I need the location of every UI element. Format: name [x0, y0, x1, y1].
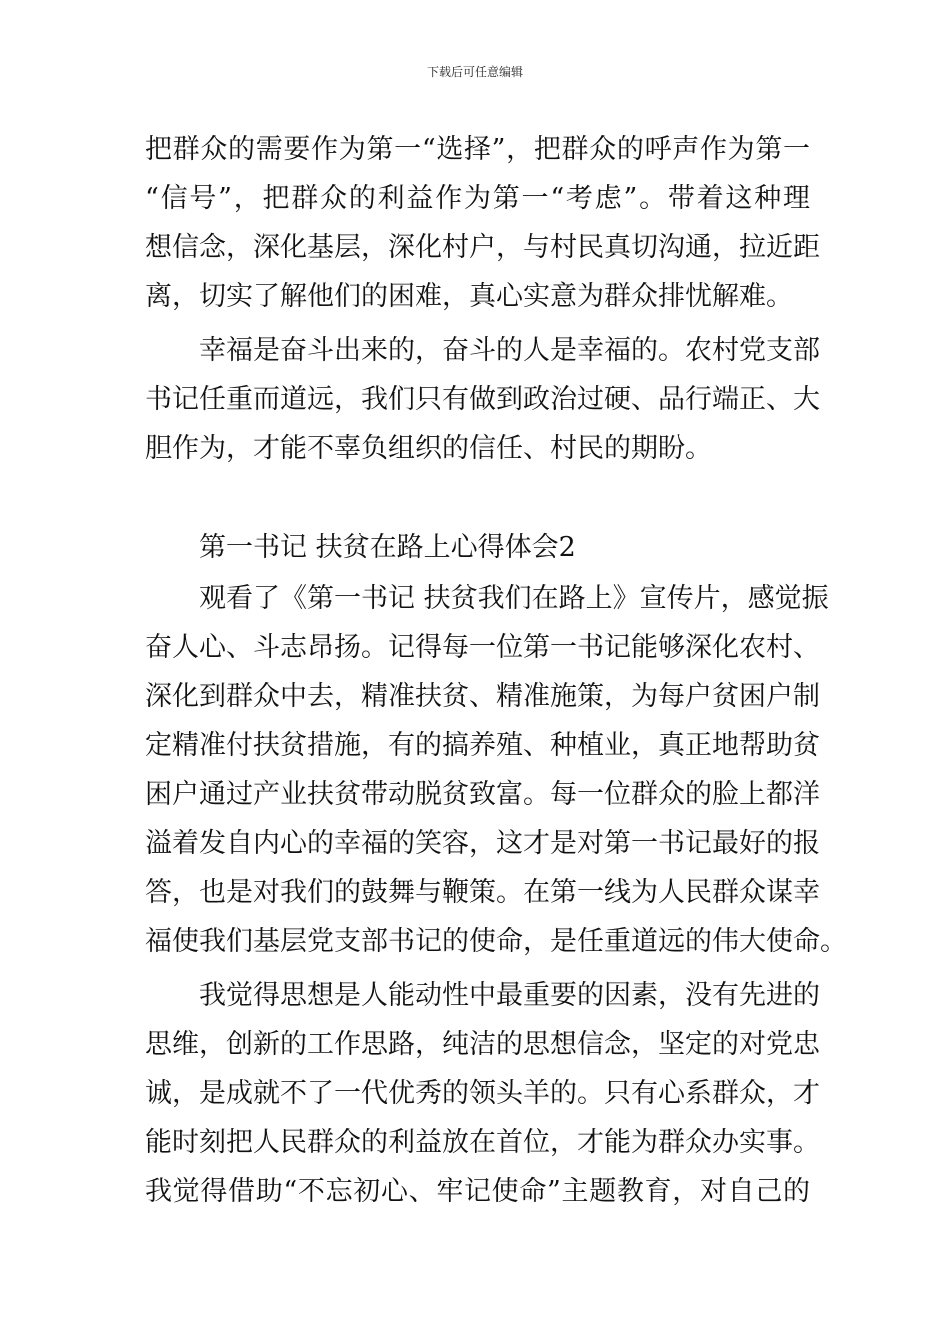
- text-line: 想信念，深化基层，深化村户，与村民真切沟通，拉近距: [145, 232, 820, 263]
- section-heading: 第一书记 扶贫在路上心得体会2: [145, 532, 576, 563]
- text-line: 困户通过产业扶贫带动脱贫致富。每一位群众的脸上都洋: [145, 779, 820, 810]
- text-line: 离，切实了解他们的困难，真心实意为群众排忧解难。: [145, 281, 793, 312]
- text-line: 把群众的需要作为第一“选择”，把群众的呼声作为第一: [145, 134, 810, 165]
- text-line: 能时刻把人民群众的利益放在首位，才能为群众办实事。: [145, 1127, 820, 1158]
- text-line: 幸福是奋斗出来的，奋斗的人是幸福的。农村党支部: [145, 335, 820, 366]
- text-line: 诚，是成就不了一代优秀的领头羊的。只有心系群众，才: [145, 1078, 820, 1109]
- text-line: 奋人心、斗志昂扬。记得每一位第一书记能够深化农村、: [145, 632, 820, 663]
- text-line: 深化到群众中去，精准扶贫、精准施策，为每户贫困户制: [145, 681, 820, 712]
- text-line: 思维，创新的工作思路，纯洁的思想信念，坚定的对党忠: [145, 1029, 820, 1060]
- text-line: 书记任重而道远，我们只有做到政治过硬、品行端正、大: [145, 384, 820, 415]
- text-line: 福使我们基层党支部书记的使命，是任重道远的伟大使命。: [145, 926, 847, 957]
- text-line: 观看了《第一书记 扶贫我们在路上》宣传片，感觉振: [145, 583, 829, 614]
- text-line: 溢着发自内心的幸福的笑容，这才是对第一书记最好的报: [145, 828, 820, 859]
- text-line: 定精准付扶贫措施，有的搞养殖、种植业，真正地帮助贫: [145, 730, 820, 761]
- text-line: “信号”，把群众的利益作为第一“考虑”。带着这种理: [145, 183, 810, 214]
- text-line: 我觉得借助“不忘初心、牢记使命”主题教育，对自己的: [145, 1176, 810, 1207]
- text-line: 我觉得思想是人能动性中最重要的因素，没有先进的: [145, 980, 820, 1011]
- text-line: 答，也是对我们的鼓舞与鞭策。在第一线为人民群众谋幸: [145, 877, 820, 908]
- text-line: 胆作为，才能不辜负组织的信任、村民的期盼。: [145, 433, 712, 464]
- page-header-note: 下载后可任意编辑: [426, 65, 523, 79]
